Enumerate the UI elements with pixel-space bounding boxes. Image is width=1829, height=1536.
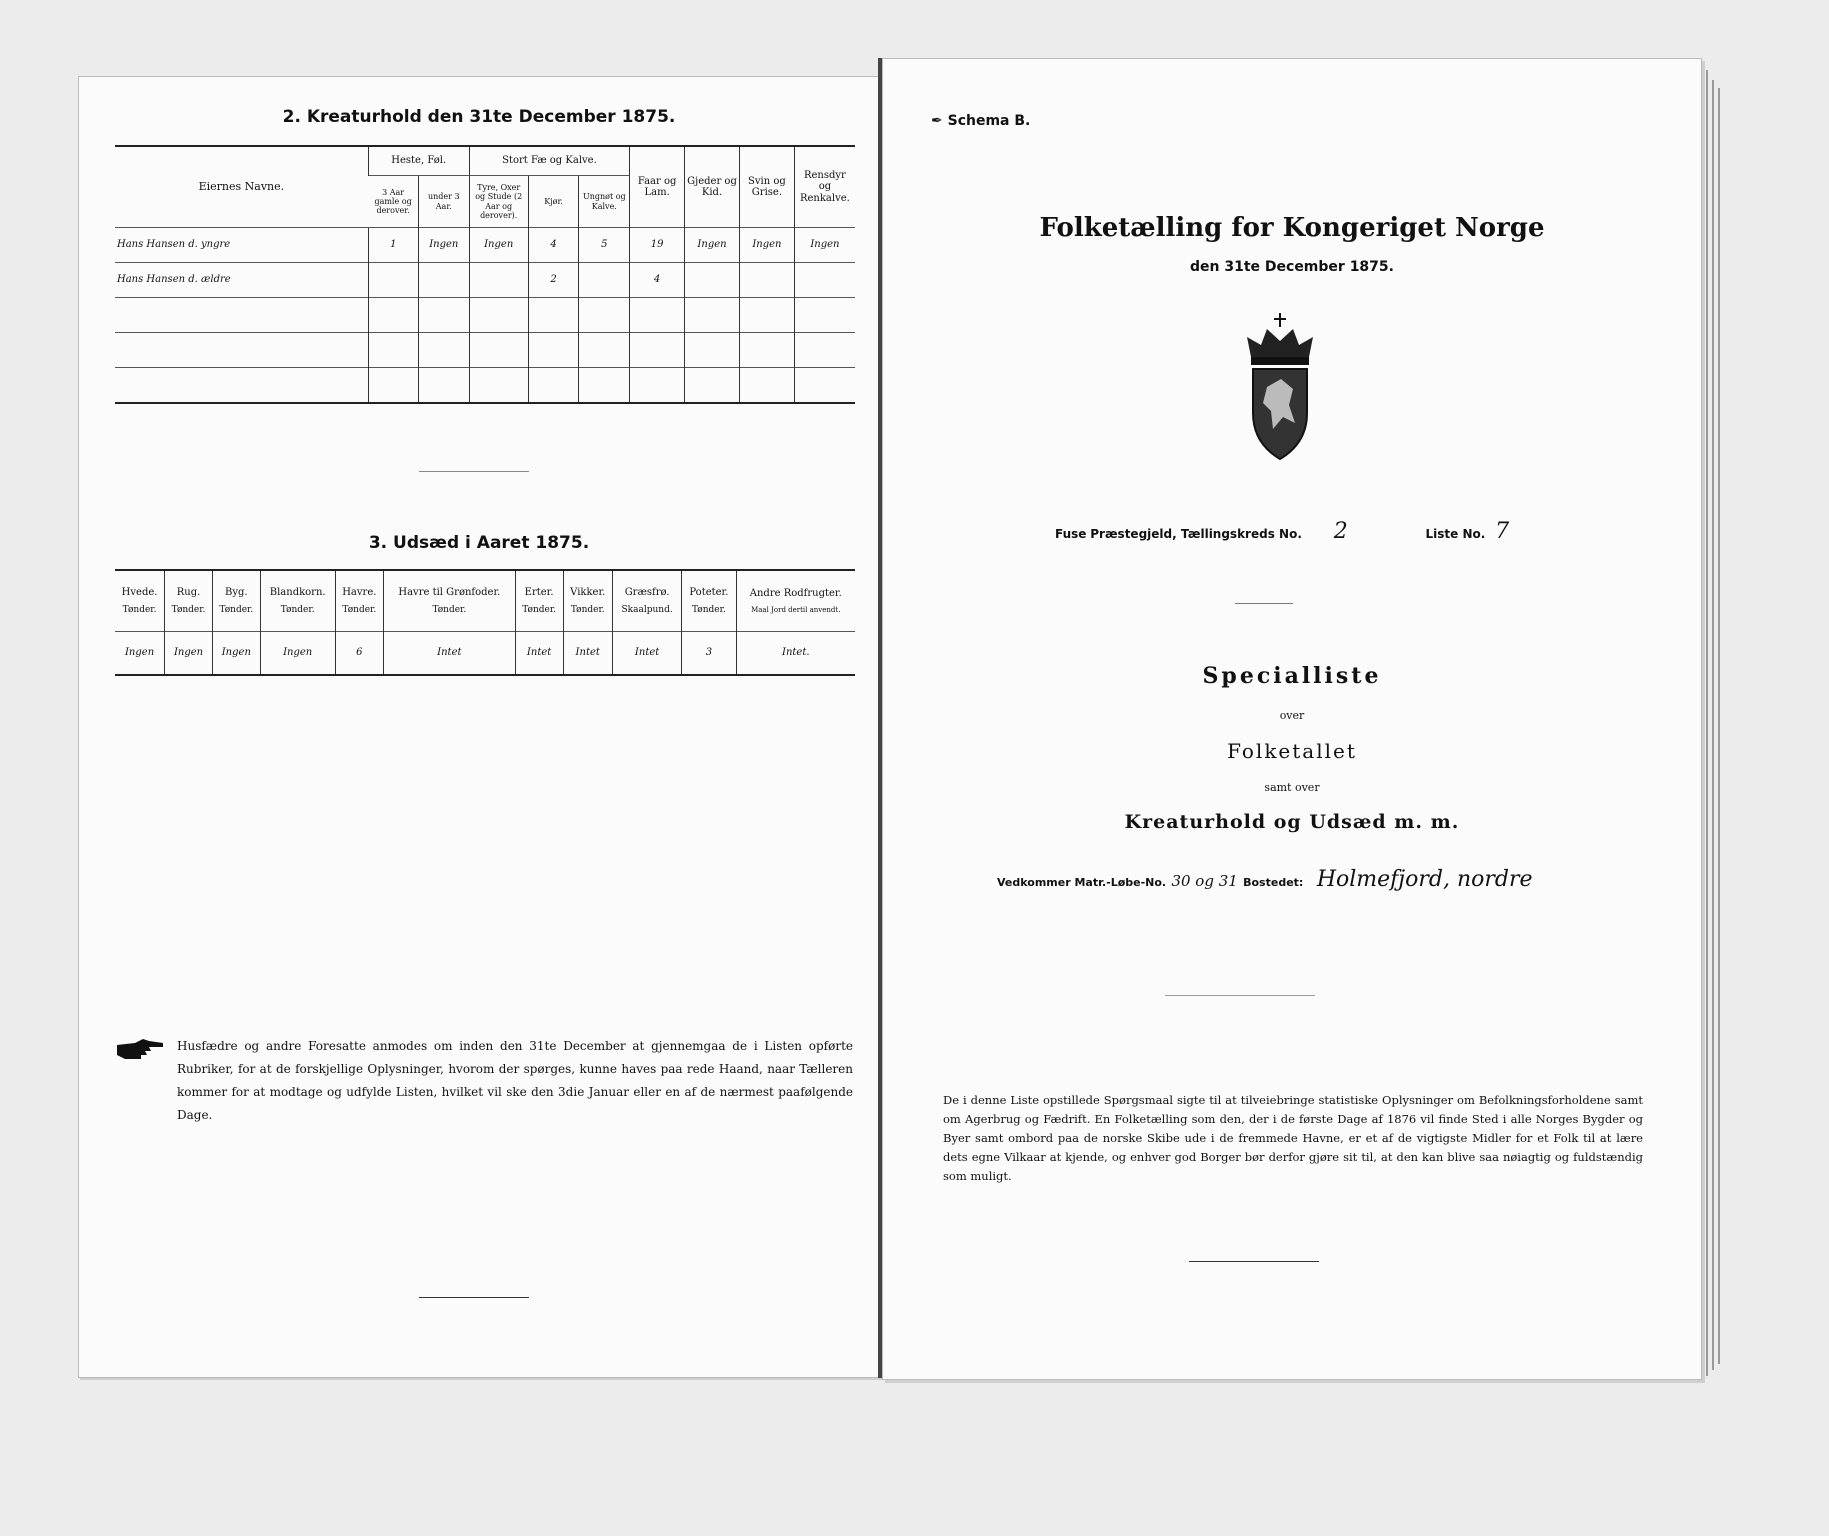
table-cell: 4 (528, 228, 579, 263)
seed-header-label: Poteter. (689, 587, 729, 599)
header-stort-c: Ungnøt og Kalve. (579, 176, 630, 228)
matr-label: Vedkommer Matr.-Løbe-No. (997, 876, 1167, 889)
table-cell (469, 263, 528, 298)
seed-header-label: Blandkorn. (269, 587, 326, 599)
table-cell: Ingen (739, 228, 794, 263)
seed-header-unit: Tønder. (522, 604, 556, 615)
schema-mark-icon: ✒ (931, 113, 943, 129)
notice-text: Husfædre og andre Foresatte anmodes om inden den 31te December at gjennemgaa de i Listen opførte Rubriker, for at de forskjellige Oplysninger, hvorom der spørges, kunne haves paa rede Haand, naar Tælleren kommer for at modtage og udfylde Listen, hvilket vil ske den 3die Januar eller en af de nærmest paafølgende Dage. (177, 1039, 853, 1122)
table-cell (579, 263, 630, 298)
document-date: den 31te December 1875. (1190, 259, 1394, 275)
seed-header-label: Erter. (524, 587, 554, 599)
table-row (115, 228, 855, 263)
seed-header-label: Byg. (225, 587, 248, 599)
owner-cell: Hans Hansen d. ældre (115, 263, 368, 298)
parish-value: Fuse (1055, 527, 1087, 541)
table-row (115, 298, 855, 333)
page-edge (1704, 70, 1708, 1376)
seed-header-5 (383, 570, 515, 632)
table-cell (418, 263, 469, 298)
seed-cell: 3 (682, 632, 736, 676)
header-heste-b: under 3 Aar. (418, 176, 469, 228)
divider (1235, 603, 1293, 604)
right-page (882, 58, 1702, 1380)
table-cell: 19 (630, 228, 685, 263)
seed-cell: Ingen (260, 632, 335, 676)
bosted-value: Holmefjord, nordre (1316, 867, 1533, 892)
table-cell (739, 263, 794, 298)
seed-header-label: Vikker. (570, 587, 606, 599)
seed-cell: 6 (335, 632, 383, 676)
table-row (115, 368, 855, 404)
divider (1165, 995, 1315, 996)
seed-table (115, 569, 855, 676)
samt-over-text: samt over (1264, 781, 1320, 794)
seed-header-2 (212, 570, 260, 632)
header-heste: Heste, Føl. (368, 146, 469, 176)
header-stort-a: Tyre, Oxer og Stude (2 Aar og derover). (469, 176, 528, 228)
seed-cell: Intet (563, 632, 612, 676)
table-cell: Ingen (685, 228, 740, 263)
seed-cell: Ingen (115, 632, 165, 676)
header-stort: Stort Fæ og Kalve. (469, 146, 630, 176)
header-gjeder: Gjeder og Kid. (685, 146, 740, 228)
table-cell: 2 (528, 263, 579, 298)
seed-header-unit: Tønder. (570, 604, 605, 615)
owner-cell: Hans Hansen d. yngre (115, 228, 368, 263)
seed-header-unit: Tønder. (122, 604, 157, 615)
seed-cell: Intet (383, 632, 515, 676)
schema-label: ✒ Schema B. (931, 113, 1031, 129)
seed-header-3 (260, 570, 335, 632)
table-row (115, 333, 855, 368)
district-line (1055, 519, 1655, 544)
livestock-table (115, 145, 855, 404)
section-3-title: 3. Udsæd i Aaret 1875. (368, 533, 590, 553)
seed-header-unit: Skaalpund. (621, 604, 673, 615)
page-edge (1716, 88, 1720, 1364)
address-line (997, 867, 1677, 892)
bosted-label: Bostedet: (1243, 876, 1304, 889)
seed-header-8 (612, 570, 681, 632)
table-cell: Ingen (418, 228, 469, 263)
table-row (115, 263, 855, 298)
seed-header-7 (563, 570, 612, 632)
seed-header-9 (682, 570, 736, 632)
seed-header-unit: Tønder. (342, 604, 377, 615)
table-cell: 5 (579, 228, 630, 263)
divider (419, 1297, 529, 1298)
section-2-title: 2. Kreaturhold den 31te December 1875. (282, 107, 676, 127)
divider (1189, 1261, 1319, 1262)
folketallet-heading: Folketallet (1227, 739, 1357, 763)
coat-of-arms-icon (1237, 313, 1323, 463)
liste-value: 7 (1495, 519, 1510, 544)
divider (419, 471, 529, 472)
seed-header-label: Græsfrø. (624, 587, 670, 599)
seed-header-unit: Tønder. (219, 604, 254, 615)
seed-cell: Intet. (736, 632, 855, 676)
kreaturhold-heading: Kreaturhold og Udsæd m. m. (1124, 811, 1460, 833)
header-rens: Rensdyr og Renkalve. (794, 146, 855, 228)
seed-header-label: Havre. (342, 587, 377, 599)
explanation-paragraph: De i denne Liste opstillede Spørgsmaal sigte til at tilveiebringe statistiske Oplysninger om Befolkningsforholdene samt om Agerbrug og Fædrift. En Folketælling som den, der i de første Dage af 1876 vil finde Sted i alle Norges Bygder og Byer samt ombord paa de norske Skibe ude i de fremmede Havne, er et af de vigtigste Midler for et Folk til at lære dets egne Vilkaar at kjende, og enhver god Borger bør derfor gjøre sit til, at den kan blive saa nøiagtig og fuldstændig som muligt. (943, 1093, 1643, 1183)
seed-header-unit: Maal Jord dertil anvendt. (751, 605, 841, 614)
seed-header-1 (165, 570, 213, 632)
seed-header-label: Rug. (176, 587, 201, 599)
parish-label: Præstegjeld, Tællingskreds No. (1090, 527, 1302, 541)
seed-cell: Ingen (165, 632, 213, 676)
seed-header-unit: Tønder. (171, 604, 206, 615)
table-cell (368, 263, 418, 298)
seed-header-unit: Tønder. (280, 604, 315, 615)
page-edge (1710, 80, 1714, 1370)
seed-header-6 (515, 570, 563, 632)
table-row (115, 632, 855, 676)
document-title: Folketælling for Kongeriget Norge (1039, 213, 1545, 243)
table-cell: 4 (630, 263, 685, 298)
seed-header-unit: Tønder. (691, 604, 726, 615)
matr-value: 30 og 31 (1171, 872, 1238, 890)
header-svin: Svin og Grise. (739, 146, 794, 228)
table-cell (794, 263, 855, 298)
seed-header-10 (736, 570, 855, 632)
seed-header-unit: Tønder. (432, 604, 467, 615)
left-page (78, 76, 880, 1378)
table-cell: Ingen (469, 228, 528, 263)
header-stort-b: Kjør. (528, 176, 579, 228)
pointing-hand-icon (115, 1037, 165, 1067)
specialliste-heading: Specialliste (1202, 663, 1382, 689)
header-owner: Eiernes Navne. (115, 146, 368, 228)
table-cell: 1 (368, 228, 418, 263)
table-cell: Ingen (794, 228, 855, 263)
seed-cell: Intet (515, 632, 563, 676)
seed-header-4 (335, 570, 383, 632)
kreds-value: 2 (1333, 519, 1348, 544)
seed-cell: Ingen (212, 632, 260, 676)
seed-header-label: Hvede. (121, 587, 158, 599)
seed-header-label: Andre Rodfrugter. (749, 588, 842, 600)
seed-header-label: Havre til Grønfoder. (398, 587, 501, 599)
table-cell (685, 263, 740, 298)
seed-header-0 (115, 570, 165, 632)
header-faar: Faar og Lam. (630, 146, 685, 228)
seed-cell: Intet (612, 632, 681, 676)
header-heste-a: 3 Aar gamle og derover. (368, 176, 418, 228)
over-text: over (1279, 709, 1305, 722)
liste-label: Liste No. (1425, 527, 1486, 541)
